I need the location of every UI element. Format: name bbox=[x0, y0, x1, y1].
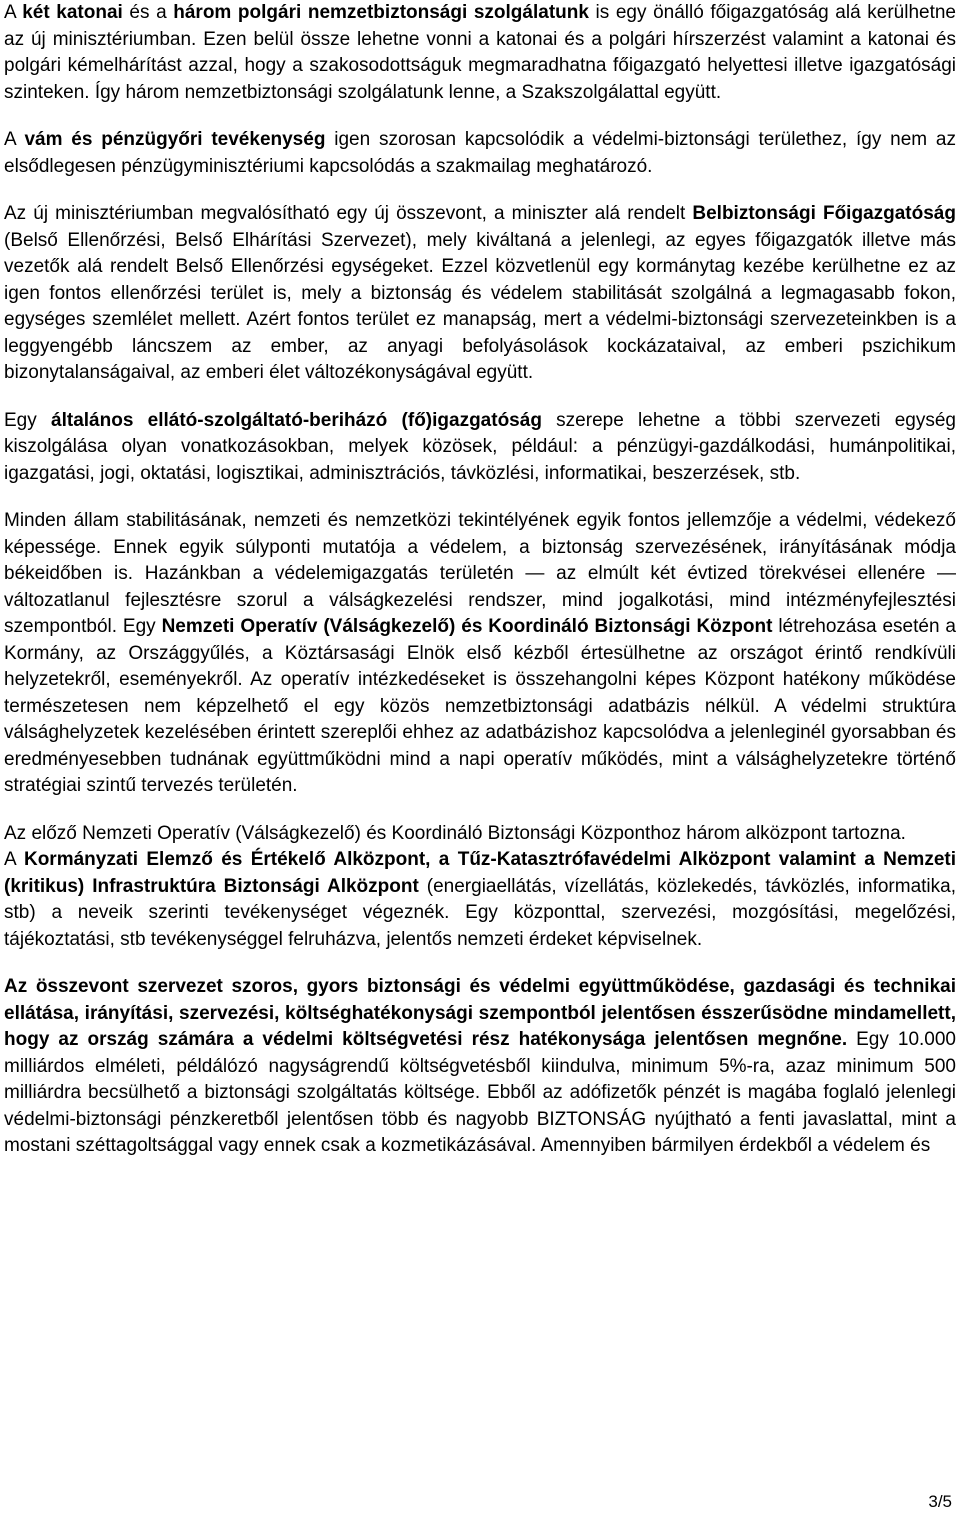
document-body bbox=[4, 0, 956, 1160]
bold-text-segment: vám és pénzügyőri tevékenység bbox=[24, 129, 326, 150]
text-segment: is egy önálló főigazgatóság alá kerülhetne az új minisztériumban. Ezen belül össze lehetne vonni a katonai és a polgári hírszerzést valamint a katonai és polgári kémelhárítást azzal, hogy a szakosodottságuk megmaradhatna főigazgató helyettesi illetve igazgatósági szinteken. Így három nemzetbiztonsági szolgálatunk lenne, a Szakszolgálattal együtt. bbox=[4, 2, 956, 103]
text-segment: (energiaellátás, vízellátás, közlekedés, távközlés, informatika, stb) a neveik szerinti tevékenységet végeznék. Egy központtal, szervezési, mozgósítási, megelőzési, tájékoztatási, stb tevékenységgel felruházva, jelentős nemzeti érdeket képviselnek. bbox=[4, 875, 956, 950]
paragraph-sub-centers-list bbox=[4, 847, 956, 953]
paragraph-merged-organization bbox=[4, 974, 956, 1160]
text-segment: A bbox=[4, 849, 24, 870]
text-segment: Minden állam stabilitásának, nemzeti és nemzetközi tekintélyének egyik fontos jellemzője a védelmi, védekező képessége. Ennek egyik súlyponti mutatója a védelem, a biztonság szervezésének, irányításának módja békeidőben is. Hazánkban a védelemigazgatás területén — az elmúlt két évtized törekvései ellenére — változatlanul fejlesztésre szorul a válságkezelési rendszer, mind jogalkotási, mind intézményfejlesztési szempontból. Egy bbox=[4, 510, 956, 637]
paragraph-intelligence-services bbox=[4, 0, 956, 106]
paragraph-general-services bbox=[4, 408, 956, 488]
text-segment: Egy bbox=[4, 409, 52, 431]
paragraph-internal-security bbox=[4, 201, 956, 387]
bold-text-segment: Nemzeti Operatív (Válságkezelő) és Koordináló Biztonsági Központ bbox=[161, 616, 773, 637]
page-number: 3/5 bbox=[928, 1492, 952, 1511]
text-segment: A bbox=[4, 129, 25, 150]
paragraph-sub-centers bbox=[4, 821, 956, 848]
paragraph-national-operative-center bbox=[4, 508, 956, 800]
bold-text-segment: Kormányzati Elemző és Értékelő Alközpont, a Tűz-Katasztrófavédelmi Alközpont valamint a Nemzeti (kritikus) Infrastruktúra Biztonsági Alközpont bbox=[4, 849, 957, 897]
bold-text-segment: két katonai bbox=[22, 2, 123, 23]
bold-text-segment: Belbiztonsági Főigazgatóság bbox=[692, 203, 956, 224]
text-segment: Az előző Nemzeti Operatív (Válságkezelő) és Koordináló Biztonsági Központhoz három alközpont tartozna. bbox=[4, 822, 906, 844]
text-segment: igen szorosan kapcsolódik a védelmi-biztonsági területhez, így nem az elsődlegesen pénzügyminisztériumi kapcsolódás a szakmailag meghatározó. bbox=[4, 129, 956, 177]
text-segment: létrehozása esetén a Kormány, az Országgyűlés, a Köztársasági Elnök első kézből értesülhetne az országot érintő rendkívüli helyzetekről, eseményekről. Az operatív intézkedéseket is összehangolni képes Központ hatékony működése természetesen nem képzelhető el egy közös nemzetbiztonsági adatbázis nélkül. A védelmi struktúra válsághelyzetek kezelésében érintett szereplői ehhez az adatbázishoz kapcsolódva a jelenleginél gyorsabban és eredményesebben tudnának együttműködni mind a napi operatív működés, mint a válsághelyzetekre történő stratégiai szintű tervezés területén. bbox=[4, 616, 956, 796]
text-segment: szerepe lehetne a többi szervezeti egység kiszolgálása olyan vonatkozásokban, melyek közösek, például: a pénzügyi-gazdálkodási, humánpolitikai, igazgatási, jogi, oktatási, logisztikai, adminisztrációs, távközlési, informatikai, beszerzések, stb. bbox=[4, 409, 956, 484]
text-segment: (Belső Ellenőrzési, Belső Elhárítási Szervezet), mely kiváltaná a jelenlegi, az egyes főigazgatók illetve más vezetők alá rendelt Belső Ellenőrzési egységeket. Ezzel közvetlenül egy kormánytag kezébe kerülhetne ez az igen fontos ellenőrzési terület is, mely a biztonság és védelem stabilitását szolgálná a legmagasabb fokon, egységes szemlélet mellett. Azért fontos terület ez manapság, mert a védelmi-biztonsági szervezeteinkben is a leggyengébb láncszem az ember, az anyagi befolyásolások kockázataival, az emberi pszichikum bizonytalanságaival, az emberi élet változékonyságával együtt. bbox=[4, 229, 956, 383]
bold-text-segment: három polgári nemzetbiztonsági szolgálatunk bbox=[173, 2, 589, 23]
paragraph-customs-finance bbox=[4, 127, 956, 180]
text-segment: A bbox=[4, 2, 23, 23]
text-segment: és a bbox=[122, 2, 174, 23]
bold-text-segment: általános ellátó-szolgáltató-beriházó (fő)igazgatóság bbox=[51, 409, 542, 431]
bold-text-segment: Az összevont szervezet szoros, gyors biztonsági és védelmi együttműködése, gazdasági és technikai ellátása, irányítási, szervezési, költséghatékonysági szempontból jelentősen ésszerűsödne mindamellett, hogy az ország számára a védelmi költségvetési rész hatékonysága jelentősen megnőne. bbox=[4, 976, 956, 1050]
text-segment: Egy 10.000 milliárdos elméleti, példálózó nagyságrendű költségvetésből kiindulva, minimum 5%-ra, azaz minimum 500 milliárdra becsülhető a biztonsági szolgáltatás költsége. Ebből az adófizetők pénzét is magába foglaló jelenlegi védelmi-biztonsági pénzkeretből jelentősen több és nagyobb BIZTONSÁG nyújtható a fenti javaslattal, mint a mostani széttagoltsággal vagy ennek csak a kozmetikázásával. Amennyiben bármilyen érdekből a védelem és bbox=[4, 1029, 956, 1156]
text-segment: Az új minisztériumban megvalósítható egy új összevont, a miniszter alá rendelt bbox=[4, 203, 693, 224]
